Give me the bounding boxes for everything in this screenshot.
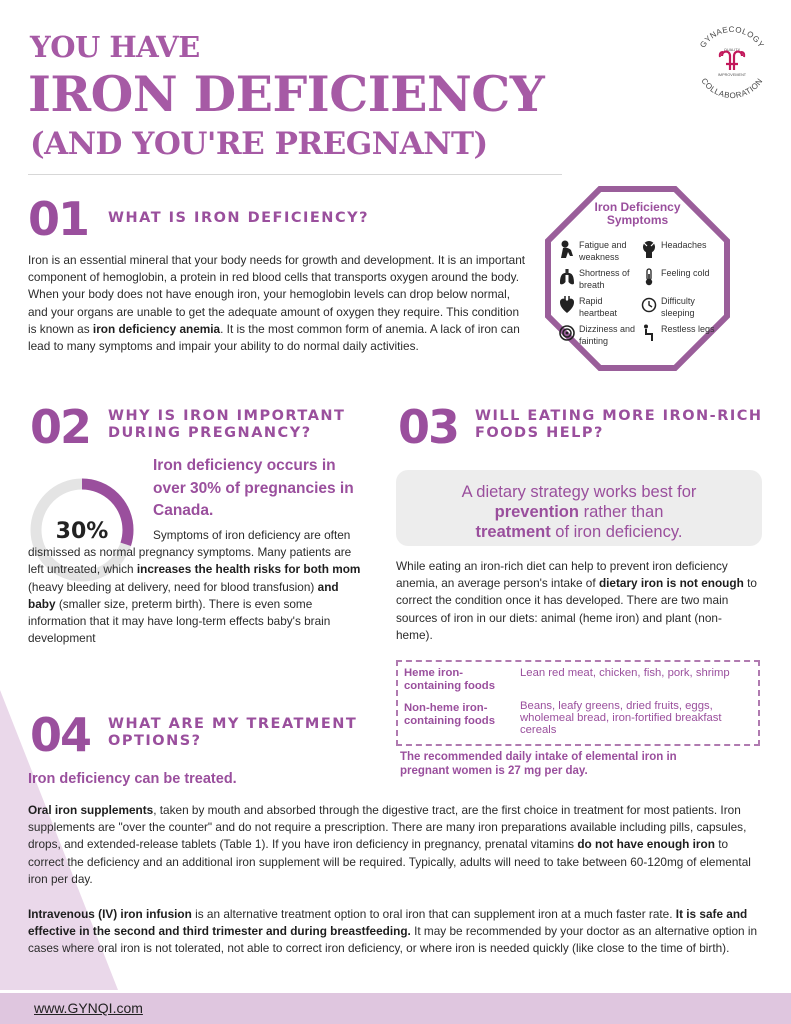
section-number-02: 02 [30, 400, 91, 454]
section-02-paragraph: Symptoms of iron deficiency are often dismissed as normal pregnancy symptoms. Many patients are left untreated, which increases the health risks for both mom (heavy bleeding at delivery, need for blood transfusion) and baby (smaller size, preterm birth). There is even some information that it may have long-term effects baby's brain development [28, 528, 361, 646]
thermometer-icon [641, 268, 657, 286]
symptom-restless-legs: Restless legs [641, 324, 723, 342]
section-number-03: 03 [398, 400, 459, 454]
section-heading-03: WILL EATING MORE IRON-RICH FOODS HELP? [475, 408, 763, 441]
logo-top-text: GYNAECOLOGY [698, 24, 766, 50]
table-value-nonheme: Beans, leafy greens, dried fruits, eggs, wholemeal bread, iron-fortified breakfast cereals [520, 700, 722, 736]
title-line-3: (AND YOU'RE PREGNANT) [30, 126, 488, 162]
section-01-paragraph: Iron is an essential mineral that your body needs for growth and development. It is an important component of hemoglobin, a protein in red blood cells that transports oxygen around the body. When your body does not have enough iron, your hemoglobin levels can drop below normal, and your organs are unable to get the adequate amount of oxygen they require. This condition is known as iron deficiency anemia. It is the most common form of anemia. A lack of iron can lead to many symptoms and impair your ability to do normal daily activities. [28, 253, 526, 354]
table-label-heme: Heme iron-containing foods [404, 667, 495, 692]
symptom-heartbeat: Rapid heartbeat [559, 296, 641, 319]
symptom-dizziness: Dizziness and fainting [559, 324, 641, 347]
legs-icon [641, 324, 657, 342]
table-value-heme: Lean red meat, chicken, fish, pork, shrimp [520, 667, 730, 679]
section-03-paragraph: While eating an iron-rich diet can help to prevent iron deficiency anemia, an average person's intake of dietary iron is not enough to correct the condition once it has developed. There are two main sources of iron in our diets: animal (heme iron) and plant (non-heme). [396, 559, 757, 642]
recommended-intake: The recommended daily intake of elemental iron in pregnant women is 27 mg per day. [400, 751, 677, 777]
treatable-subhead: Iron deficiency can be treated. [28, 771, 237, 787]
lungs-icon [559, 268, 575, 286]
symptoms-title: Iron Deficiency Symptoms [594, 200, 681, 227]
symptom-sleeping: Difficulty sleeping [641, 296, 723, 319]
iv-iron-paragraph: Intravenous (IV) iron infusion is an alternative treatment option to oral iron that can supplement iron at a much faster rate. It is safe and effective in the second and third trimester and during breastfeeding. It may be recommended by your doctor as an alternative option in cases where oral iron is not tolerated, not able to correct iron deficiency, or where iron is needed quickly (like close to the time of birth). [28, 907, 758, 956]
symptom-cold: Feeling cold [641, 268, 723, 286]
spiral-icon [559, 324, 575, 342]
logo-quality: QUALITY [723, 48, 741, 52]
title-line-1: YOU HAVE [30, 30, 200, 64]
section-heading-04: WHAT ARE MY TREATMENT OPTIONS? [108, 716, 358, 749]
table-label-nonheme: Non-heme iron-containing foods [404, 702, 495, 727]
section-heading-01: WHAT IS IRON DEFICIENCY? [108, 210, 369, 226]
svg-text:COLLABORATION [699, 77, 764, 101]
logo-improvement: IMPROVEMENT [717, 73, 747, 77]
heart-organ-icon [559, 296, 575, 314]
iron-sources-table [396, 660, 760, 746]
section-heading-02: WHY IS IRON IMPORTANT DURING PREGNANCY? [108, 408, 346, 441]
footer-website-link[interactable]: www.GYNQI.com [34, 1000, 143, 1016]
donut-label: 30% [55, 519, 109, 544]
oral-iron-paragraph: Oral iron supplements, taken by mouth and absorbed through the digestive tract, are the first choice in treatment for most patients. Iron supplements are "over the counter" and do not require a prescription. There are many iron preparations available including pills, capsules, drops, and extended-release tablets (Table 1). If you have iron deficiency in pregnancy, prenatal vitamins do not have enough iron to correct the deficiency and an additional iron supplement will be required. Typically, adults will need to take between 60-120mg of elemental iron per day. [28, 803, 751, 886]
pregnancy-stat: Iron deficiency occurs in over 30% of pregnancies in Canada. [153, 457, 354, 519]
symptom-fatigue: Fatigue and weakness [559, 240, 641, 263]
gynqi-logo [686, 14, 778, 106]
section-number-01: 01 [28, 192, 89, 246]
header-divider [28, 174, 562, 175]
fatigue-icon [559, 240, 575, 258]
dietary-callout: A dietary strategy works best for prevention rather than treatment of iron deficiency. [396, 470, 762, 546]
clock-icon [641, 296, 657, 314]
headache-icon [641, 240, 657, 258]
title-line-2: IRON DEFICIENCY [28, 65, 545, 123]
section-number-04: 04 [30, 708, 91, 762]
logo-bottom-text: COLLABORATION [699, 76, 765, 101]
symptom-headaches: Headaches [641, 240, 723, 258]
symptom-breath: Shortness of breath [559, 268, 641, 291]
svg-text:GYNAECOLOGY [698, 25, 766, 50]
